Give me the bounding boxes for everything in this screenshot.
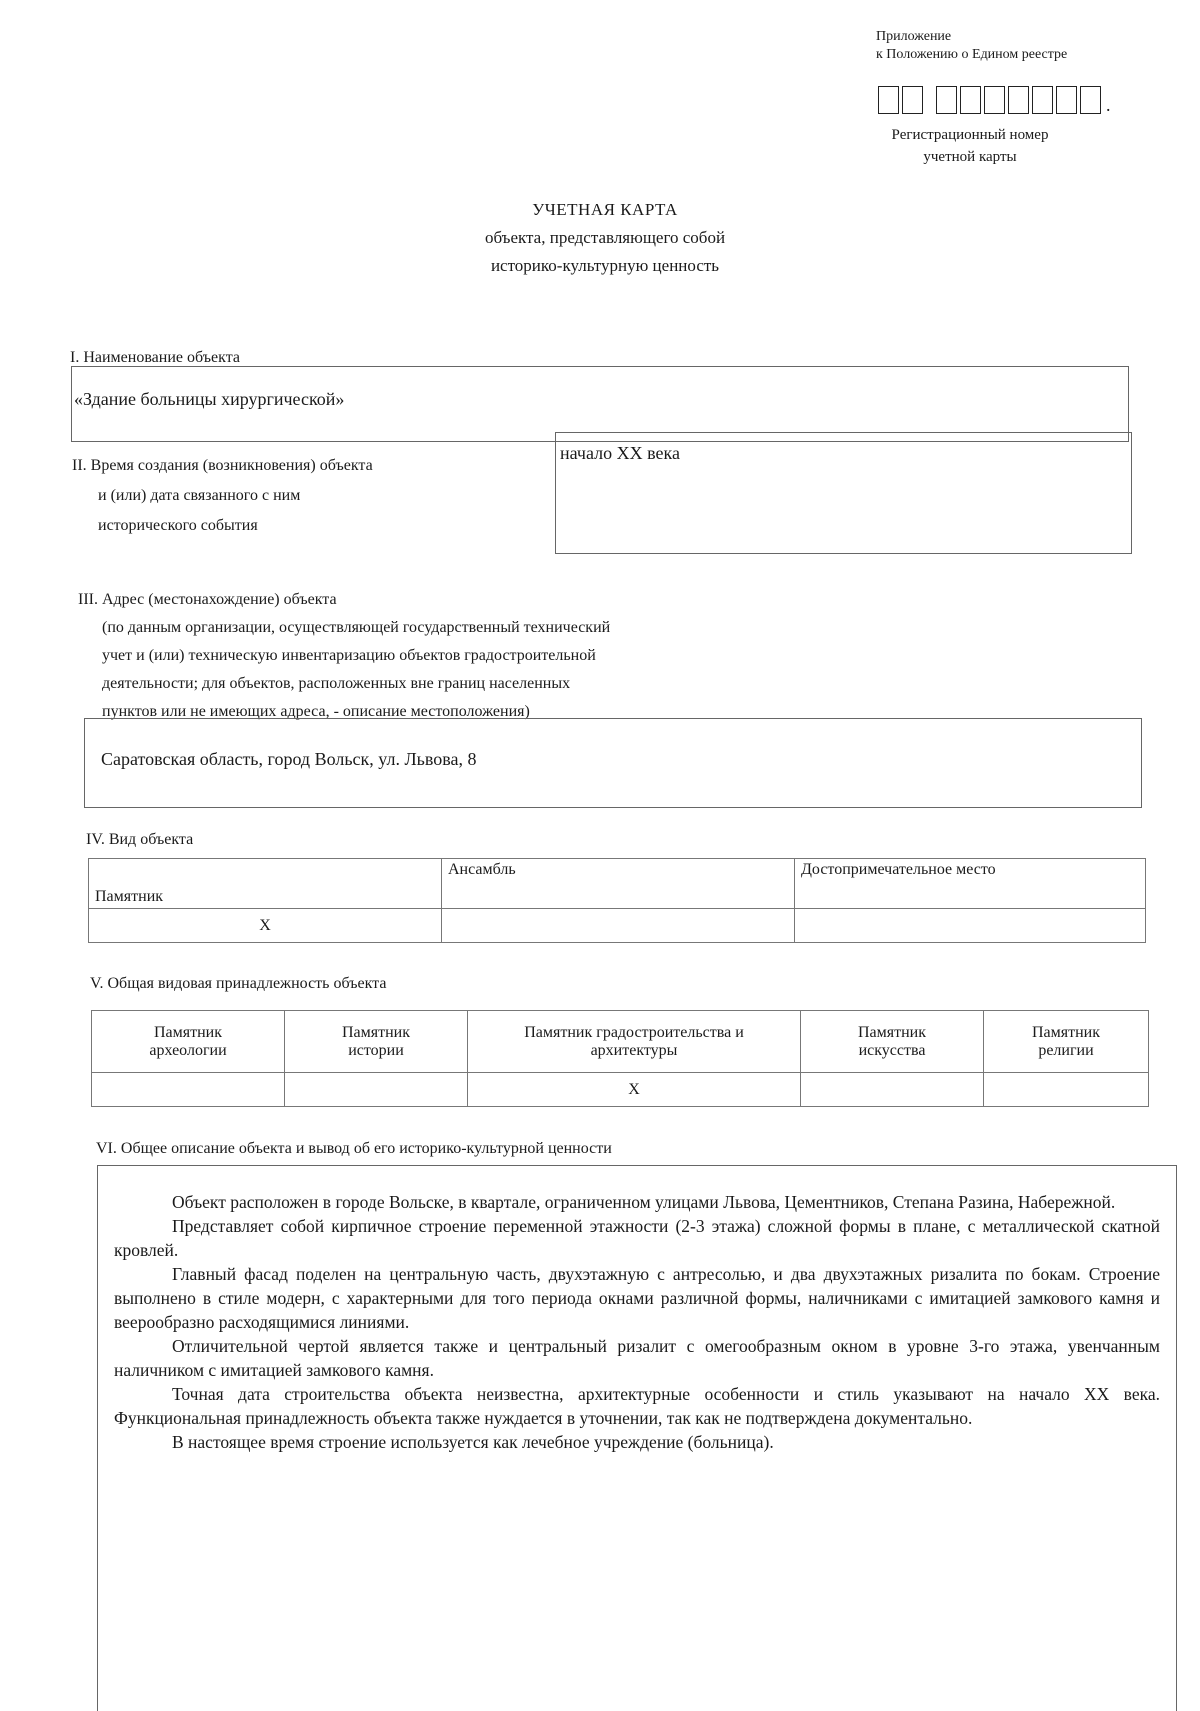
reg-box-7: [1032, 86, 1053, 114]
category-col-architecture: [468, 1011, 801, 1073]
section-2-label-line-2: и (или) дата связанного с ним: [98, 487, 301, 504]
category-architecture-line-1: Памятник градостроительства и: [524, 1023, 744, 1041]
reg-box-5: [984, 86, 1005, 114]
section-1-frame: [71, 366, 1129, 442]
category-mark-history: [285, 1073, 468, 1107]
reg-label-line-1: Регистрационный номер: [891, 127, 1049, 143]
section-2-label-line-3: исторического события: [98, 517, 258, 534]
description-paragraph: Представляет собой кирпичное строение переменной этажности (2-3 этажа) сложной формы в плане, с металлической скатной кровлей.: [114, 1216, 1160, 1260]
reg-box-6: [1008, 86, 1029, 114]
section-3-label-line-2: (по данным организации, осуществляющей государственный технический: [102, 619, 611, 636]
document-title: [400, 196, 810, 280]
object-description: [114, 1190, 1160, 1454]
section-1-label: I. Наименование объекта: [70, 349, 240, 366]
category-religion-line-1: Памятник: [1031, 1023, 1101, 1041]
reg-box-3: [936, 86, 957, 114]
reg-label-line-2: учетной карты: [923, 149, 1017, 165]
section-5-label: V. Общая видовая принадлежность объекта: [90, 975, 387, 992]
appendix-note: [876, 28, 1067, 64]
section-4-label: IV. Вид объекта: [86, 831, 194, 848]
category-archaeology-line-2: археологии: [149, 1041, 227, 1059]
category-col-religion: [984, 1011, 1149, 1073]
object-category-table: [91, 1010, 1149, 1107]
category-mark-art: [801, 1073, 984, 1107]
category-art-line-1: Памятник: [857, 1023, 927, 1041]
category-art-line-2: искусства: [858, 1041, 926, 1059]
reg-box-8: [1056, 86, 1077, 114]
description-paragraph: Главный фасад поделен на центральную часть, двухэтажную с антресолью, и два двухэтажных ризалита по бокам. Строение выполнено в стиле модерн, с характерными для того периода окнами различной формы, наличниками с имитацией замкового камня и веерообразно расходящимися линиями.: [114, 1264, 1160, 1332]
registration-number-label: [870, 124, 1070, 168]
address-value: Саратовская область, город Вольск, ул. Львова, 8: [101, 749, 477, 769]
description-paragraph: Точная дата строительства объекта неизвестна, архитектурные особенности и стиль указывают на начало XX века. Функциональная принадлежность объекта также нуждается в уточнении, так как не подтверждена документально.: [114, 1384, 1160, 1428]
object-type-mark-landmark: [795, 909, 1146, 943]
title-main: УЧЕТНАЯ КАРТА: [532, 200, 678, 219]
reg-box-4: [960, 86, 981, 114]
reg-box-9: [1080, 86, 1101, 114]
category-col-history: [285, 1011, 468, 1073]
creation-time-value: начало XX века: [560, 443, 680, 463]
category-col-art: [801, 1011, 984, 1073]
object-category-header-row: [92, 1011, 1149, 1073]
appendix-line-2: к Положению о Едином реестре: [876, 47, 1068, 62]
section-3-label-line-5: пунктов или не имеющих адреса, - описание местоположения): [102, 703, 530, 720]
object-type-col-monument: Памятник: [89, 859, 442, 909]
section-6-label: VI. Общее описание объекта и вывод об его историко-культурной ценности: [96, 1140, 612, 1157]
reg-dot: .: [1106, 95, 1111, 115]
object-type-col-ensemble: Ансамбль: [442, 859, 795, 909]
category-mark-archaeology: [92, 1073, 285, 1107]
object-type-mark-ensemble: [442, 909, 795, 943]
category-architecture-line-2: архитектуры: [590, 1041, 678, 1059]
reg-box-2: [902, 86, 923, 114]
section-3-label-line-4: деятельности; для объектов, расположенных вне границ населенных: [102, 675, 571, 692]
object-type-table: [88, 858, 1146, 943]
category-mark-religion: [984, 1073, 1149, 1107]
object-type-mark-row: [89, 909, 1146, 943]
appendix-line-1: Приложение: [876, 29, 952, 44]
title-line-2: объекта, представляющего собой: [484, 228, 726, 247]
object-category-mark-row: [92, 1073, 1149, 1107]
category-archaeology-line-1: Памятник: [153, 1023, 223, 1041]
category-col-archaeology: [92, 1011, 285, 1073]
section-3-label-line-1: III. Адрес (местонахождение) объекта: [78, 591, 337, 608]
object-type-col-landmark: Достопримечательное место: [795, 859, 1146, 909]
object-type-mark-monument: X: [89, 909, 442, 943]
section-3-frame: [84, 718, 1142, 808]
category-history-line-1: Памятник: [341, 1023, 411, 1041]
registration-number-boxes: [878, 86, 1111, 114]
section-2-label-line-1: II. Время создания (возникновения) объекта: [72, 457, 373, 474]
section-3-label-line-3: учет и (или) техническую инвентаризацию объектов градостроительной: [102, 647, 596, 664]
category-mark-architecture: X: [468, 1073, 801, 1107]
object-name-value: «Здание больницы хирургической»: [74, 389, 345, 409]
reg-box-1: [878, 86, 899, 114]
description-paragraph: В настоящее время строение используется как лечебное учреждение (больница).: [172, 1432, 774, 1452]
description-paragraph: Отличительной чертой является также и центральный ризалит с омегообразным окном в уровне 3-го этажа, увенчанным наличником с имитацией замкового камня.: [114, 1336, 1160, 1380]
section-2-frame: [555, 432, 1132, 554]
title-line-3: историко-культурную ценность: [490, 256, 720, 275]
description-paragraph: Объект расположен в городе Вольске, в квартале, ограниченном улицами Львова, Цементников, Степана Разина, Набережной.: [172, 1192, 1116, 1212]
category-history-line-2: истории: [348, 1041, 404, 1059]
object-type-header-row: [89, 859, 1146, 909]
category-religion-line-2: религии: [1038, 1041, 1094, 1059]
